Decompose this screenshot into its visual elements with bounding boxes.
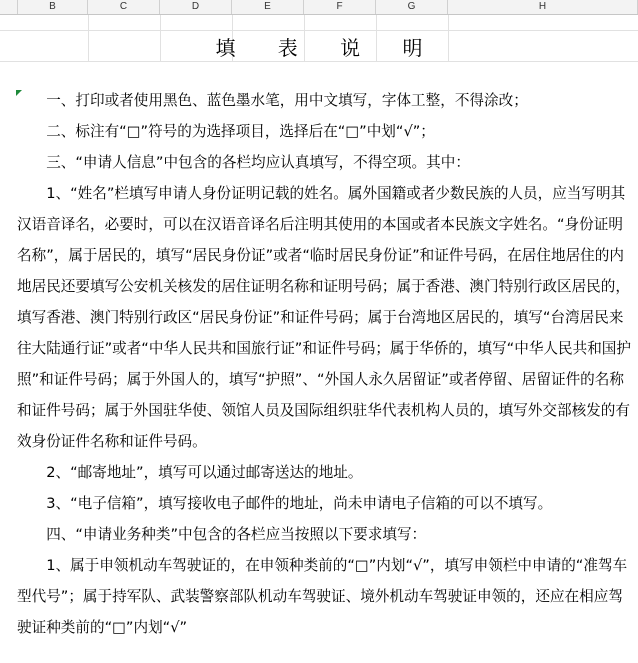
column-header-d[interactable]: D [160, 0, 232, 14]
instruction-paragraph-5: 2、“邮寄地址”，填写可以通过邮寄送达的地址。 [46, 464, 363, 481]
column-header-e[interactable]: E [232, 0, 304, 14]
grid-line [0, 61, 638, 62]
column-header-h[interactable]: H [448, 0, 638, 14]
instruction-paragraph-6: 3、“电子信箱”，填写接收电子邮件的地址，尚未申请电子信箱的可以不填写。 [46, 495, 553, 512]
instruction-paragraph-7: 四、“申请业务种类”中包含的各栏应当按照以下要求填写： [46, 526, 427, 543]
column-header-bar [0, 0, 638, 15]
column-header-b[interactable]: B [18, 0, 88, 14]
column-header-f[interactable]: F [304, 0, 376, 14]
select-all-corner[interactable] [0, 0, 18, 14]
instruction-paragraph-1: 一、打印或者使用黑色、蓝色墨水笔，用中文填写，字体工整，不得涂改； [46, 92, 528, 109]
grid-line [0, 30, 638, 31]
page-title: 填 表 说 明 [215, 36, 441, 60]
column-header-g[interactable]: G [376, 0, 448, 14]
instruction-body[interactable] [17, 85, 635, 643]
instruction-paragraph-3: 三、“申请人信息”中包含的各栏均应认真填写，不得空项。其中： [46, 154, 470, 171]
instruction-paragraph-8: 1、属于申领机动车驾驶证的，在申领种类前的“□”内划“√”，填写申领栏中申请的“准驾车型代号”；属于持军队、武装警察部队机动车驾驶证、境外机动车驾驶证申领的，还应在相应驾驶证种类前的“□”内划“√” [17, 557, 628, 636]
column-header-c[interactable]: C [88, 0, 160, 14]
instruction-paragraph-4: 1、“姓名”栏填写申请人身份证明记载的姓名。属外国籍或者少数民族的人员，应当写明其汉语音译名，必要时，可以在汉语音译名后注明其使用的本国或者本民族文字姓名。“身份证明名称”，属于居民的，填写“居民身份证”或者“临时居民身份证”和证件号码，在居住地居住的内地居民还要填写公安机关核发的居住证明名称和证明号码；属于香港、澳门特别行政区居民的，填写香港、澳门特别行政区“居民身份证”和证件号码；属于台湾地区居民的，填写“台湾居民来往大陆通行证”或者“中华人民共和国旅行证”和证件号码；属于华侨的，填写“中华人民共和国护照”和证件号码；属于外国人的，填写“护照”、“外国人永久居留证”或者停留、居留证件的名称和证件号码；属于外国驻华使、领馆人员及国际组织驻华代表机构人员的，填写外交部核发的有效身份证件名称和证件号码。 [17, 185, 631, 450]
instruction-paragraph-2: 二、标注有“□”符号的为选择项目，选择后在“□”中划“√”； [46, 123, 435, 140]
